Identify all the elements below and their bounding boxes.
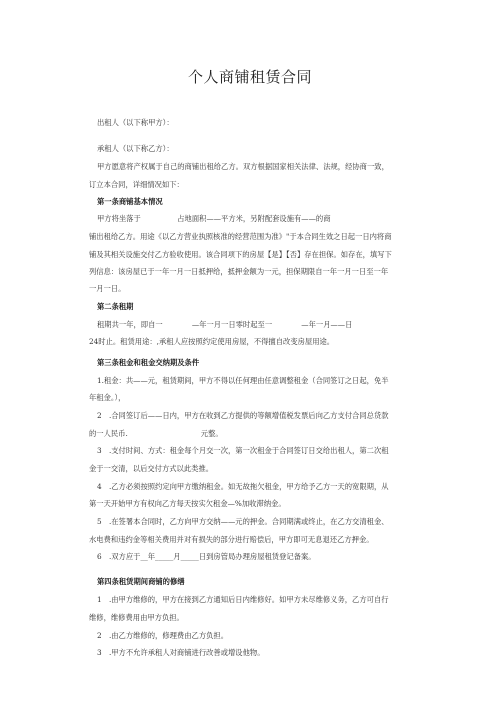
section-3-heading: 第三条租金和租金交纳期及条件 bbox=[97, 358, 200, 367]
clause-3-2-line-1: 2 .合同签订后——日内，甲方在收到乙方提供的等额增值税发票后向乙方支付合同总货款 bbox=[97, 411, 389, 420]
section-1-line-3: 铺及其相关设施交付乙方验收使用。该合同项下的房屋【是】【否】存在担保。如存在，填写下 bbox=[89, 250, 392, 259]
clause-4-2-line-1: 2 .由乙方维修的，修理费由乙方负担。 bbox=[97, 631, 229, 640]
clause-3-4-line-1: 4 .乙方必须按照约定向甲方缴纳租金。如无故拖欠租金，甲方给予乙方一天的宽限期，从 bbox=[97, 482, 389, 491]
lessor-line: 出租人（以下称甲方）： bbox=[97, 118, 174, 127]
clause-3-5-line-1: 5 .在签署本合同时，乙方向甲方交纳——元的押金。合同期满或终止，在乙方交清租金、 bbox=[97, 517, 389, 526]
section-4-heading: 第四条租赁期间商铺的修缮 bbox=[97, 577, 185, 586]
section-1-line-5: 一月一日。 bbox=[89, 284, 126, 293]
clause-3-5-line-2: 水电费和违约金等相关费用并对有损失的部分进行赔偿后，甲方即可无息退还乙方押金。 bbox=[89, 535, 374, 544]
page-title: 个人商铺租赁合同 bbox=[187, 68, 312, 86]
clause-4-3-line-1: 3 .甲方不允许承租人对商铺进行改善或增设他物。 bbox=[97, 648, 265, 657]
clause-4-1-line-1: 1 .由甲方维修的，甲方在接到乙方通知后日内维修好。如甲方未尽维修义务，乙方可自行 bbox=[97, 595, 389, 604]
intro-line-2: 订立本合同，详细情况如下： bbox=[89, 180, 184, 189]
section-2-heading: 第二条租期 bbox=[97, 302, 134, 311]
section-1-line-4: 列信息：该房屋已于一年一月一日抵押给，抵押金额为一元，担保期限自一年一月一日至一年 bbox=[89, 267, 389, 276]
clause-3-6-line-1: 6 .双方应于__年_____月_____日到房管局办理房屋租赁登记备案。 bbox=[97, 552, 316, 561]
section-2-line-2: 24时止。租赁用途：,承租人应按照约定使用房屋，不得擅自改变房屋用途。 bbox=[89, 337, 335, 346]
lessee-line: 承租人（以下称乙方）： bbox=[97, 144, 174, 153]
section-1-line-1: 甲方将坐落于 占地面积——平方米，另附配套设施有——的商 bbox=[97, 214, 331, 223]
clause-3-2-line-2: 的一人民币. 元整。 bbox=[89, 429, 223, 438]
clause-3-1-line-1: 1.租金：共——元，租赁期间，甲方不得以任何理由任意调整租金（合同签订之日起，免半 bbox=[97, 376, 389, 385]
intro-line-1: 甲方愿意将产权属于自己的商铺出租给乙方。双方根据国家相关法律、法规，经协商一致， bbox=[97, 162, 389, 171]
section-1-heading: 第一条商铺基本情况 bbox=[97, 197, 163, 206]
clause-3-1-line-2: 年租金。）， bbox=[89, 393, 126, 402]
section-2-line-1: 租期共一年，即自一 —年一月一日零时起至一 —年一月——日 bbox=[97, 320, 353, 329]
clause-3-4-line-2: 第一天开始甲方有权向乙方每天按实欠租金—%加收滞纳金。 bbox=[89, 499, 286, 508]
clause-3-3-line-2: 金于一交清，以后交付方式以此类推。 bbox=[89, 464, 214, 473]
clause-3-3-line-1: 3 .支付时间、方式：租金每个月交一次，第一次租金于合同签订日交给出租人，第二次租 bbox=[97, 446, 389, 455]
clause-4-1-line-2: 维修，维修费用由甲方负担。 bbox=[89, 613, 184, 622]
section-1-line-2: 铺出租给乙方。用途《以乙方营业执照核准的经营范围为准》"于本合同生效之日起一日内将商 bbox=[89, 232, 392, 241]
